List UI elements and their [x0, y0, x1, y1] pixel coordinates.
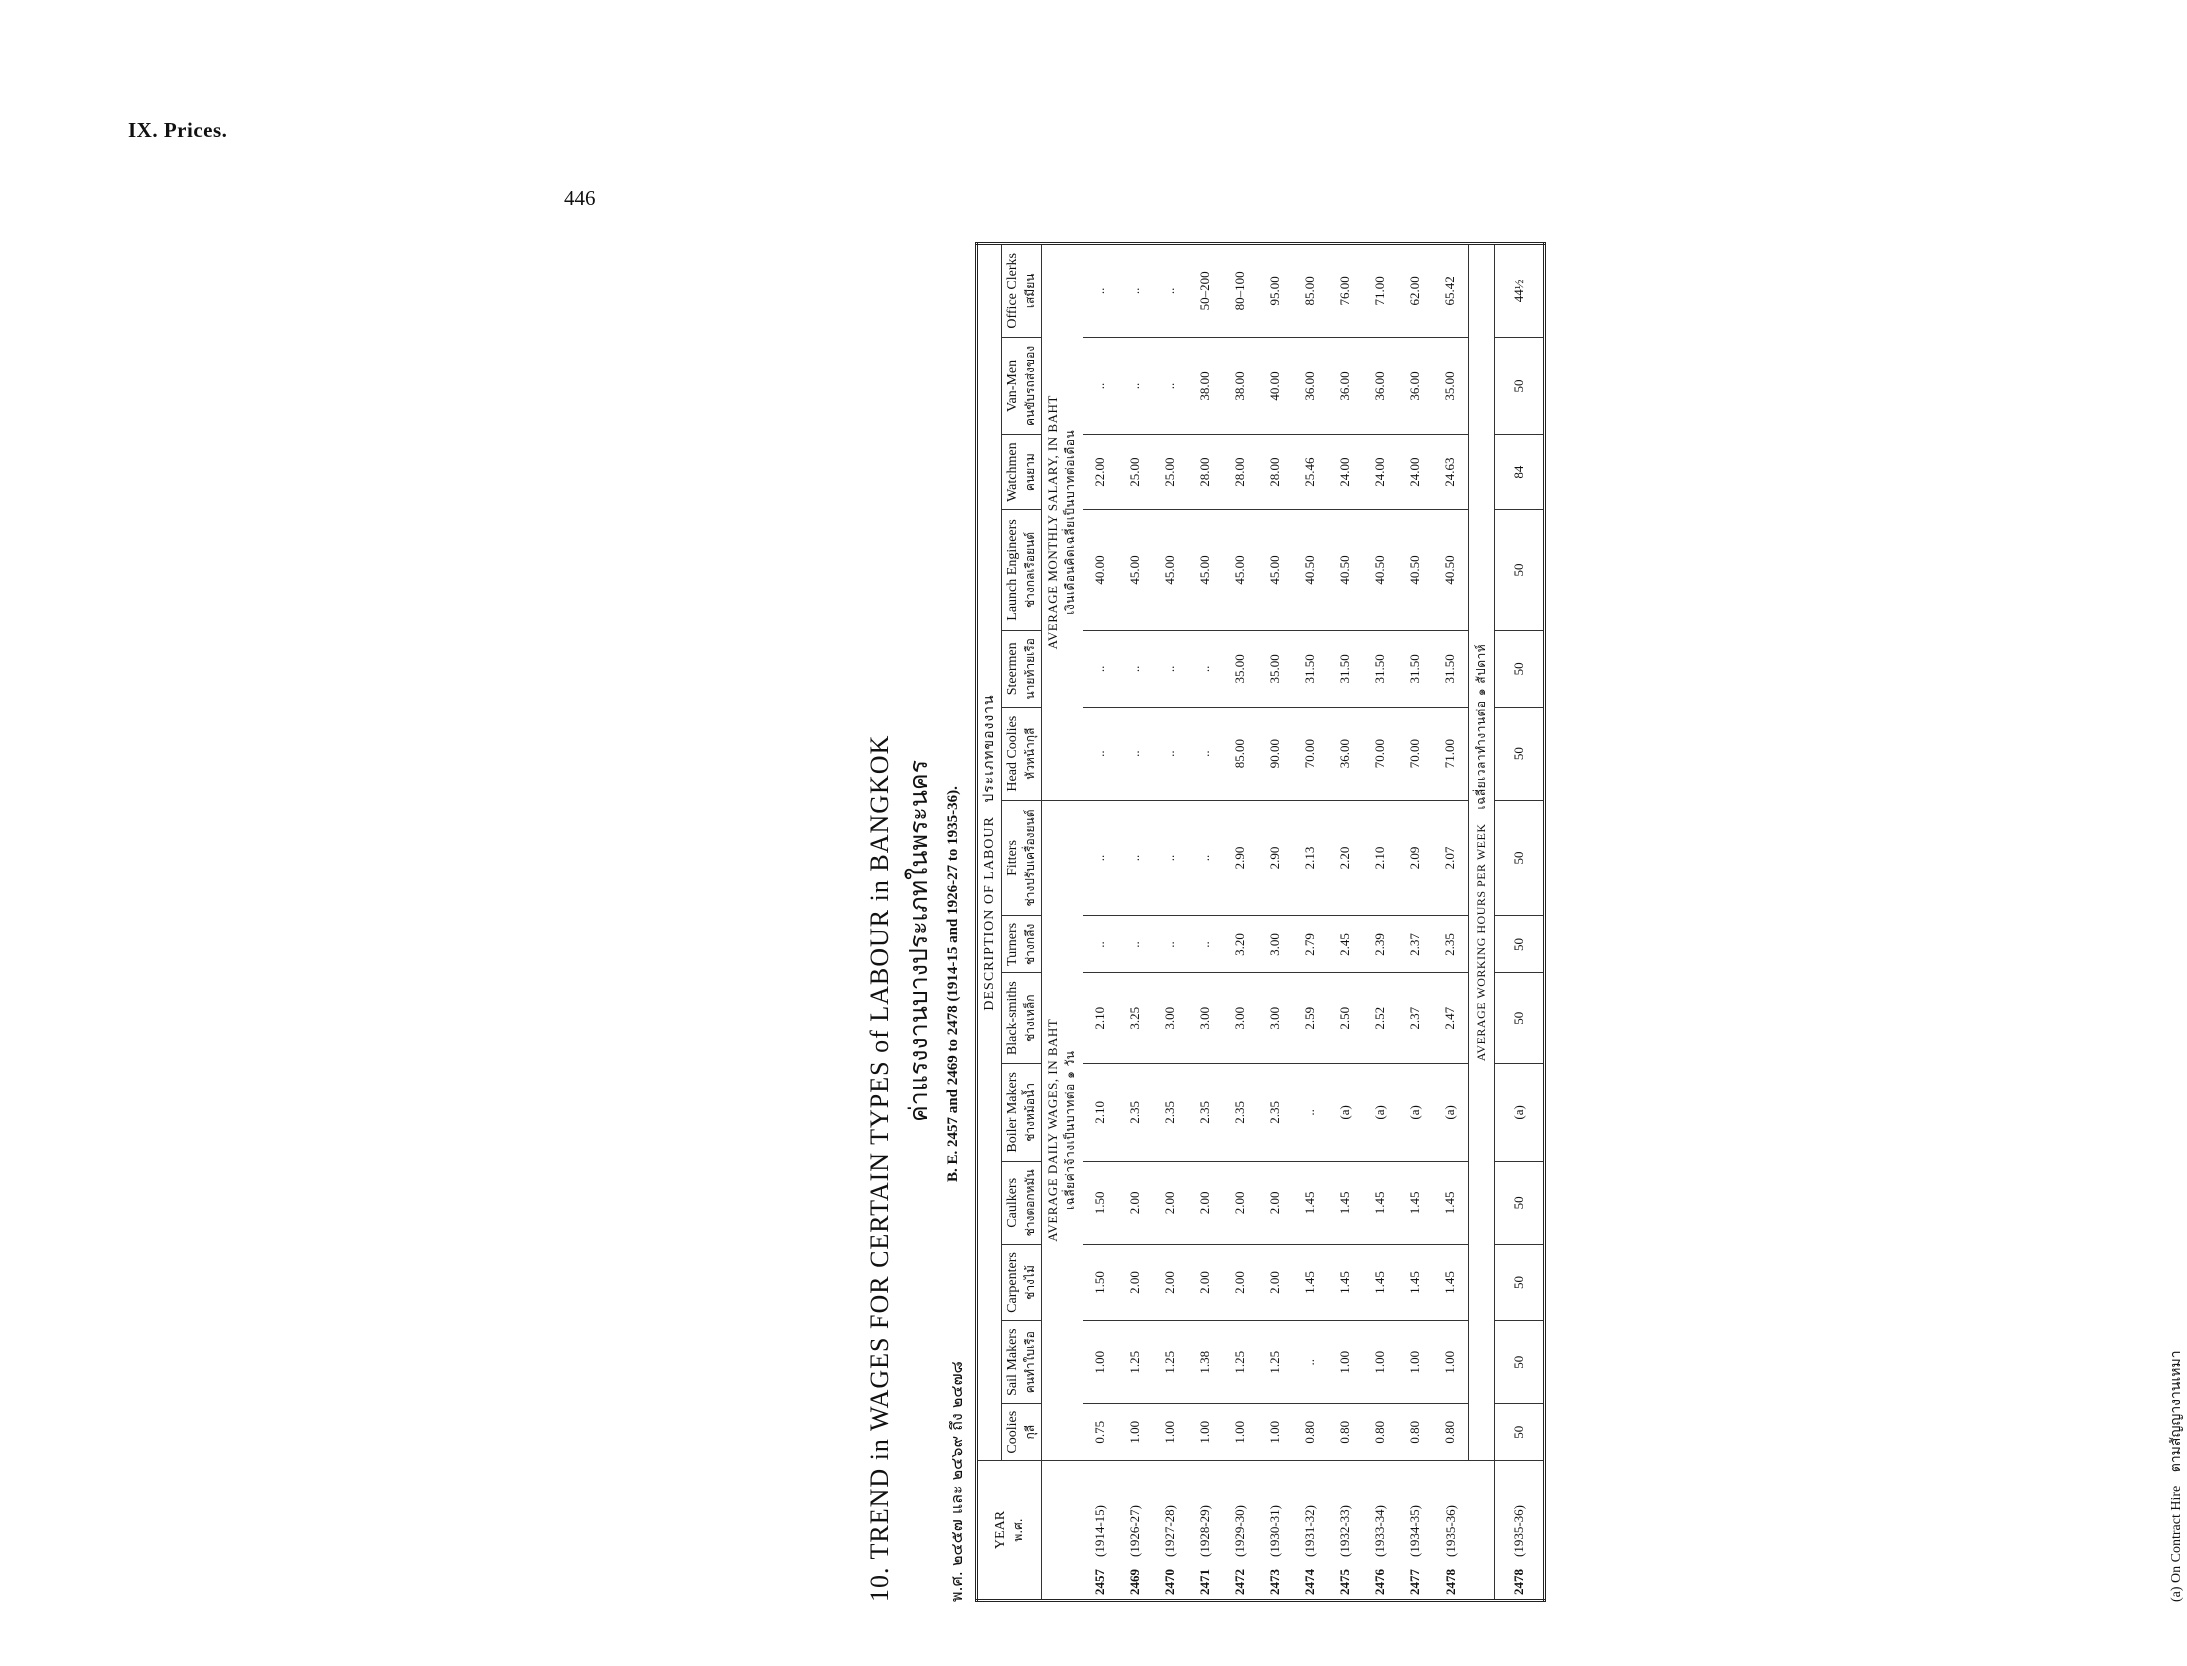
table-cell: .. — [1188, 916, 1223, 973]
table-cell: 2.37 — [1398, 973, 1433, 1064]
table-cell: 0.80 — [1328, 1404, 1363, 1461]
year-ad: (1932-33) — [1337, 1505, 1353, 1557]
years-en: B. E. 2457 and 2469 to 2478 (1914-15 and 1926-27 to 1935-36). — [945, 786, 961, 1182]
year-cell — [1258, 1461, 1293, 1601]
footnote-thai: ตามสัญญางานเหมา — [2168, 1350, 2184, 1473]
hours-cell: 50 — [1494, 510, 1544, 631]
table-cell: 1.45 — [1293, 1244, 1328, 1320]
year-be: 2478 — [1510, 1569, 1526, 1595]
table-cell: 40.00 — [1258, 337, 1293, 435]
table-cell: .. — [1153, 707, 1188, 800]
hours-cell: 50 — [1494, 1161, 1544, 1244]
table-cell: .. — [1118, 707, 1153, 800]
year-cell — [1083, 1461, 1118, 1601]
column-header-label: Coolies — [1005, 1410, 1021, 1454]
column-header — [1002, 630, 1042, 707]
year-cell — [1118, 1461, 1153, 1601]
hours-cell: 50 — [1494, 916, 1544, 973]
table-body — [1083, 244, 1545, 1601]
table-cell: .. — [1118, 244, 1153, 338]
table-cell: 50–200 — [1188, 244, 1223, 338]
column-header-thai: ช่างกลึง — [1023, 923, 1038, 966]
table-cell: 1.45 — [1398, 1161, 1433, 1244]
table-cell: 3.00 — [1223, 973, 1258, 1064]
table-cell: 0.80 — [1433, 1404, 1469, 1461]
table-row — [1118, 244, 1153, 1601]
table-cell: 3.25 — [1118, 973, 1153, 1064]
table-cell: 2.35 — [1153, 1063, 1188, 1161]
table-row — [1153, 244, 1188, 1601]
hours-label-thai: เฉลี่ยเวลาทำงานต่อ ๑ สัปดาห์ — [1473, 643, 1488, 810]
table-cell: 45.00 — [1258, 510, 1293, 631]
table-cell: 80–100 — [1223, 244, 1258, 338]
column-header-label: Caulkers — [1005, 1177, 1021, 1228]
hours-cell: (a) — [1494, 1063, 1544, 1161]
hours-band — [1468, 244, 1494, 1461]
table-cell: 1.25 — [1258, 1321, 1293, 1404]
table-cell: 1.38 — [1188, 1321, 1223, 1404]
table-cell: 2.00 — [1153, 1244, 1188, 1320]
year-ad: (1927-28) — [1162, 1505, 1178, 1557]
year-ad: (1929-30) — [1232, 1505, 1248, 1557]
hours-cell: 50 — [1494, 337, 1544, 435]
column-header-thai: ช่างตอกหมัน — [1023, 1169, 1038, 1237]
table-cell: .. — [1083, 707, 1118, 800]
monthly-salary-label-thai: เงินเดือนคิดเฉลี่ยเป็นบาทต่อเดือน — [1062, 429, 1077, 615]
table-cell: 1.45 — [1433, 1161, 1469, 1244]
year-be: 2475 — [1337, 1569, 1353, 1595]
table-cell: 2.45 — [1328, 916, 1363, 973]
column-header-thai: ช่างหม้อน้ำ — [1023, 1083, 1038, 1142]
table-cell: 2.00 — [1118, 1161, 1153, 1244]
year-cell — [1494, 1461, 1544, 1601]
table-cell: 1.00 — [1223, 1404, 1258, 1461]
table-cell: .. — [1118, 630, 1153, 707]
table-cell: 40.50 — [1363, 510, 1398, 631]
hours-cell: 50 — [1494, 630, 1544, 707]
hours-cell: 50 — [1494, 1244, 1544, 1320]
table-cell: 3.00 — [1258, 973, 1293, 1064]
table-cell: 2.52 — [1363, 973, 1398, 1064]
column-header-thai: คนขับรถส่งของ — [1023, 345, 1038, 427]
table-cell: 25.00 — [1153, 435, 1188, 510]
year-ad: (1928-29) — [1197, 1505, 1213, 1557]
table-cell: 1.00 — [1363, 1321, 1398, 1404]
table-cell: 2.79 — [1293, 916, 1328, 973]
year-ad: (1914-15) — [1092, 1505, 1108, 1557]
table-cell: 31.50 — [1398, 630, 1433, 707]
column-header-thai: คนยาม — [1023, 453, 1038, 492]
year-header-label: YEAR — [993, 1510, 1009, 1550]
table-cell: 1.00 — [1118, 1404, 1153, 1461]
hours-row — [1494, 244, 1544, 1601]
table-cell: 2.00 — [1258, 1244, 1293, 1320]
column-header-label: Carpenters — [1005, 1252, 1021, 1313]
year-ad: (1926-27) — [1127, 1505, 1143, 1557]
table-cell: 2.37 — [1398, 916, 1433, 973]
table-cell: 85.00 — [1223, 707, 1258, 800]
table-cell: 1.45 — [1363, 1244, 1398, 1320]
column-header-thai: ช่างกลเรือยนต์ — [1023, 531, 1038, 609]
table-cell: 24.00 — [1328, 435, 1363, 510]
table-cell: 3.20 — [1223, 916, 1258, 973]
table-cell: 28.00 — [1258, 435, 1293, 510]
table-cell: 1.00 — [1433, 1321, 1469, 1404]
table-row — [1363, 244, 1398, 1601]
table-cell: 40.50 — [1328, 510, 1363, 631]
column-header — [1002, 1161, 1042, 1244]
table-row — [1188, 244, 1223, 1601]
table-cell: 25.46 — [1293, 435, 1328, 510]
monthly-salary-label: AVERAGE MONTHLY SALARY, IN BAHT — [1044, 395, 1060, 650]
table-cell: 31.50 — [1433, 630, 1469, 707]
table-cell: 1.45 — [1363, 1161, 1398, 1244]
table-cell: 28.00 — [1188, 435, 1223, 510]
table-cell: 2.39 — [1363, 916, 1398, 973]
table-cell: 2.35 — [1118, 1063, 1153, 1161]
table-cell: 1.45 — [1433, 1244, 1469, 1320]
table-cell: 1.45 — [1398, 1244, 1433, 1320]
description-header-thai: ประเภทของงาน — [981, 694, 997, 803]
table-cell: 28.00 — [1223, 435, 1258, 510]
table-cell: 2.07 — [1433, 800, 1469, 916]
table-cell: .. — [1188, 800, 1223, 916]
table-cell: .. — [1188, 630, 1223, 707]
wages-table — [975, 242, 1546, 1602]
column-header-label: Turners — [1005, 922, 1021, 966]
monthly-salary-band — [1041, 244, 1083, 801]
table-cell: 1.25 — [1223, 1321, 1258, 1404]
table-cell: 2.90 — [1223, 800, 1258, 916]
table-row — [1293, 244, 1328, 1601]
table-cell: (a) — [1328, 1063, 1363, 1161]
column-header-thai: คนทำใบเรือ — [1023, 1331, 1038, 1394]
table-cell: 0.80 — [1363, 1404, 1398, 1461]
table-cell: 71.00 — [1433, 707, 1469, 800]
table-cell: 1.45 — [1328, 1161, 1363, 1244]
table-cell: 25.00 — [1118, 435, 1153, 510]
table-cell: 40.00 — [1083, 510, 1118, 631]
hours-cell: 44½ — [1494, 244, 1544, 338]
table-cell: .. — [1293, 1063, 1328, 1161]
table-cell: 1.00 — [1328, 1321, 1363, 1404]
table-cell: 31.50 — [1328, 630, 1363, 707]
year-ad: (1935-36) — [1442, 1505, 1458, 1557]
hours-cell: 50 — [1494, 800, 1544, 916]
table-cell: .. — [1083, 337, 1118, 435]
table-cell: 1.00 — [1258, 1404, 1293, 1461]
table-cell: .. — [1293, 1321, 1328, 1404]
column-header — [1002, 916, 1042, 973]
table-cell: 2.00 — [1223, 1244, 1258, 1320]
table-cell: 35.00 — [1223, 630, 1258, 707]
year-ad: (1931-32) — [1302, 1505, 1318, 1557]
table-cell: 1.25 — [1118, 1321, 1153, 1404]
table-cell: 1.50 — [1083, 1161, 1118, 1244]
year-cell — [1433, 1461, 1469, 1601]
column-header-label: Boiler Makers — [1005, 1072, 1021, 1153]
column-header-label: Office Clerks — [1005, 253, 1021, 329]
table-cell: 35.00 — [1258, 630, 1293, 707]
column-header-label: Sail Makers — [1005, 1328, 1021, 1396]
table-cell: 22.00 — [1083, 435, 1118, 510]
table-cell: 45.00 — [1223, 510, 1258, 631]
year-cell — [1398, 1461, 1433, 1601]
table-cell: 2.35 — [1188, 1063, 1223, 1161]
hours-cell: 50 — [1494, 1321, 1544, 1404]
year-be: 2477 — [1407, 1569, 1423, 1595]
daily-wages-label-thai: เฉลี่ยค่าจ้างเป็นบาทต่อ ๑ วัน — [1062, 1050, 1077, 1210]
table-cell: 2.59 — [1293, 973, 1328, 1064]
table-cell: 2.50 — [1328, 973, 1363, 1064]
table-cell: 36.00 — [1328, 707, 1363, 800]
table-cell: 24.00 — [1363, 435, 1398, 510]
table-cell: 36.00 — [1363, 337, 1398, 435]
year-ad: (1934-35) — [1407, 1505, 1423, 1557]
column-header-label: Black-smiths — [1005, 981, 1021, 1056]
table-cell: 1.00 — [1188, 1404, 1223, 1461]
table-cell: .. — [1188, 707, 1223, 800]
year-be: 2476 — [1372, 1569, 1388, 1595]
table-cell: 45.00 — [1118, 510, 1153, 631]
year-header-thai: พ.ศ. — [1011, 1518, 1026, 1542]
table-cell: .. — [1153, 244, 1188, 338]
column-header — [1002, 1404, 1042, 1461]
table-cell: 45.00 — [1188, 510, 1223, 631]
table-cell: 2.00 — [1188, 1244, 1223, 1320]
table-cell: 95.00 — [1258, 244, 1293, 338]
table-cell: 24.63 — [1433, 435, 1469, 510]
table-cell: 2.09 — [1398, 800, 1433, 916]
year-cell — [1188, 1461, 1223, 1601]
table-row — [1258, 244, 1293, 1601]
table-cell: 3.00 — [1153, 973, 1188, 1064]
hours-label: AVERAGE WORKING HOURS PER WEEK — [1473, 823, 1488, 1062]
column-header-label: Head Coolies — [1005, 715, 1021, 792]
table-cell: 90.00 — [1258, 707, 1293, 800]
table-row — [1398, 244, 1433, 1601]
table-cell: 40.50 — [1293, 510, 1328, 631]
hours-cell: 84 — [1494, 435, 1544, 510]
table-cell: .. — [1118, 800, 1153, 916]
table-cell: 70.00 — [1398, 707, 1433, 800]
description-header — [977, 244, 1002, 1461]
table-row — [1328, 244, 1363, 1601]
column-header — [1002, 510, 1042, 631]
footnote — [2165, 1350, 2187, 1602]
table-cell: 40.50 — [1433, 510, 1469, 631]
table-cell: 1.25 — [1153, 1321, 1188, 1404]
table-cell: 2.00 — [1188, 1161, 1223, 1244]
table-cell: 0.80 — [1398, 1404, 1433, 1461]
years-thai: พ.ศ. ๒๔๕๗ และ ๒๔๖๙ ถึง ๒๔๗๘ — [947, 1361, 966, 1602]
table-cell: .. — [1153, 916, 1188, 973]
hours-cell: 50 — [1494, 707, 1544, 800]
table-cell: 36.00 — [1398, 337, 1433, 435]
table-cell: 62.00 — [1398, 244, 1433, 338]
column-header — [1002, 244, 1042, 338]
table-cell: 1.45 — [1293, 1161, 1328, 1244]
table-row — [1083, 244, 1118, 1601]
table-cell: 38.00 — [1223, 337, 1258, 435]
table-cell: 0.75 — [1083, 1404, 1118, 1461]
year-ad: (1930-31) — [1267, 1505, 1283, 1557]
rotated-table-block — [865, 242, 2184, 1602]
table-cell: 31.50 — [1293, 630, 1328, 707]
table-cell: 24.00 — [1398, 435, 1433, 510]
table-cell: 2.20 — [1328, 800, 1363, 916]
table-cell: .. — [1153, 800, 1188, 916]
table-cell: 2.10 — [1083, 973, 1118, 1064]
table-cell: 2.00 — [1118, 1244, 1153, 1320]
year-cell — [1328, 1461, 1363, 1601]
table-title-thai: ค่าแรงงานบางประเภทในพระนคร — [904, 759, 933, 1122]
year-be: 2457 — [1092, 1569, 1108, 1595]
table-cell: 71.00 — [1363, 244, 1398, 338]
year-be: 2470 — [1162, 1569, 1178, 1595]
year-cell — [1293, 1461, 1328, 1601]
column-header-thai: หัวหน้ากุลี — [1023, 727, 1038, 780]
year-be: 2474 — [1302, 1569, 1318, 1595]
year-ad: (1933-34) — [1372, 1505, 1388, 1557]
table-cell: .. — [1118, 337, 1153, 435]
column-header — [1002, 1321, 1042, 1404]
table-cell: 2.47 — [1433, 973, 1469, 1064]
column-header — [1002, 435, 1042, 510]
table-cell: 2.35 — [1223, 1063, 1258, 1161]
table-cell: 2.35 — [1258, 1063, 1293, 1161]
band-row — [1041, 244, 1083, 1601]
table-cell: .. — [1153, 630, 1188, 707]
table-cell: 65.42 — [1433, 244, 1469, 338]
year-be: 2478 — [1442, 1569, 1458, 1595]
table-cell: .. — [1083, 244, 1118, 338]
table-cell: (a) — [1398, 1063, 1433, 1161]
year-ad: (1935-36) — [1510, 1505, 1526, 1557]
column-header-label: Fitters — [1005, 840, 1021, 876]
table-cell: 2.00 — [1223, 1161, 1258, 1244]
table-cell: .. — [1083, 916, 1118, 973]
footnote-text: (a) On Contract Hire — [2169, 1485, 2184, 1602]
table-cell: 2.10 — [1363, 800, 1398, 916]
column-header-thai: ช่างเหล็ก — [1023, 994, 1038, 1042]
table-cell: 2.35 — [1433, 916, 1469, 973]
year-be: 2472 — [1232, 1569, 1248, 1595]
hours-band-row — [1468, 244, 1494, 1601]
year-cell — [1153, 1461, 1188, 1601]
table-cell: .. — [1153, 337, 1188, 435]
description-header-label: DESCRIPTION OF LABOUR — [982, 816, 997, 1011]
column-header-thai: กุลี — [1023, 1424, 1038, 1440]
table-cell: 76.00 — [1328, 244, 1363, 338]
table-cell: 36.00 — [1328, 337, 1363, 435]
daily-wages-band — [1041, 800, 1083, 1460]
table-cell: 1.50 — [1083, 1244, 1118, 1320]
table-cell: 1.45 — [1328, 1244, 1363, 1320]
table-cell: (a) — [1363, 1063, 1398, 1161]
page-number: 446 — [564, 186, 596, 210]
table-cell: 2.00 — [1153, 1161, 1188, 1244]
table-cell: 2.10 — [1083, 1063, 1118, 1161]
column-header — [1002, 1244, 1042, 1320]
column-header — [1002, 973, 1042, 1064]
column-header-label: Van-Men — [1005, 359, 1021, 412]
table-cell: 0.80 — [1293, 1404, 1328, 1461]
column-header-label: Watchmen — [1005, 442, 1021, 502]
table-cell: 31.50 — [1363, 630, 1398, 707]
table-cell: .. — [1118, 916, 1153, 973]
daily-wages-label: AVERAGE DAILY WAGES, IN BAHT — [1044, 1018, 1060, 1242]
table-cell: 36.00 — [1293, 337, 1328, 435]
column-header-thai: เสมียน — [1023, 273, 1038, 309]
table-cell: 3.00 — [1188, 973, 1223, 1064]
column-header — [1002, 707, 1042, 800]
year-be: 2469 — [1127, 1569, 1143, 1595]
year-be: 2473 — [1267, 1569, 1283, 1595]
table-cell: 1.00 — [1153, 1404, 1188, 1461]
column-header-label: Launch Engineers — [1005, 519, 1021, 621]
year-cell — [1363, 1461, 1398, 1601]
column-header — [1002, 1063, 1042, 1161]
table-cell: 40.50 — [1398, 510, 1433, 631]
table-row — [1433, 244, 1469, 1601]
column-header-row — [1002, 244, 1042, 1601]
table-cell: 2.13 — [1293, 800, 1328, 916]
table-cell: .. — [1083, 800, 1118, 916]
table-cell: 2.90 — [1258, 800, 1293, 916]
column-header-thai: ช่างไม้ — [1023, 1265, 1038, 1300]
table-title: 10. TREND in WAGES FOR CERTAIN TYPES of LABOUR in BANGKOK — [865, 734, 894, 1602]
column-header-thai: ช่างปรับเครื่องยนต์ — [1023, 809, 1038, 907]
year-header — [977, 1461, 1042, 1601]
table-cell: 1.00 — [1083, 1321, 1118, 1404]
table-cell: 3.00 — [1258, 916, 1293, 973]
hours-cell: 50 — [1494, 973, 1544, 1064]
column-header-thai: นายท้ายเรือ — [1023, 638, 1038, 700]
table-row — [1223, 244, 1258, 1601]
table-cell: (a) — [1433, 1063, 1469, 1161]
year-be: 2471 — [1197, 1569, 1213, 1595]
year-cell — [1223, 1461, 1258, 1601]
column-header-label: Steermen — [1005, 642, 1021, 696]
table-cell: .. — [1083, 630, 1118, 707]
table-cell: 45.00 — [1153, 510, 1188, 631]
table-cell: 1.00 — [1398, 1321, 1433, 1404]
table-cell: 2.00 — [1258, 1161, 1293, 1244]
table-cell: 70.00 — [1293, 707, 1328, 800]
table-cell: 38.00 — [1188, 337, 1223, 435]
column-header — [1002, 337, 1042, 435]
table-cell: 35.00 — [1433, 337, 1469, 435]
table-cell: 85.00 — [1293, 244, 1328, 338]
column-header — [1002, 800, 1042, 916]
hours-cell: 50 — [1494, 1404, 1544, 1461]
table-cell: 70.00 — [1363, 707, 1398, 800]
section-heading: IX. Prices. — [128, 118, 228, 142]
